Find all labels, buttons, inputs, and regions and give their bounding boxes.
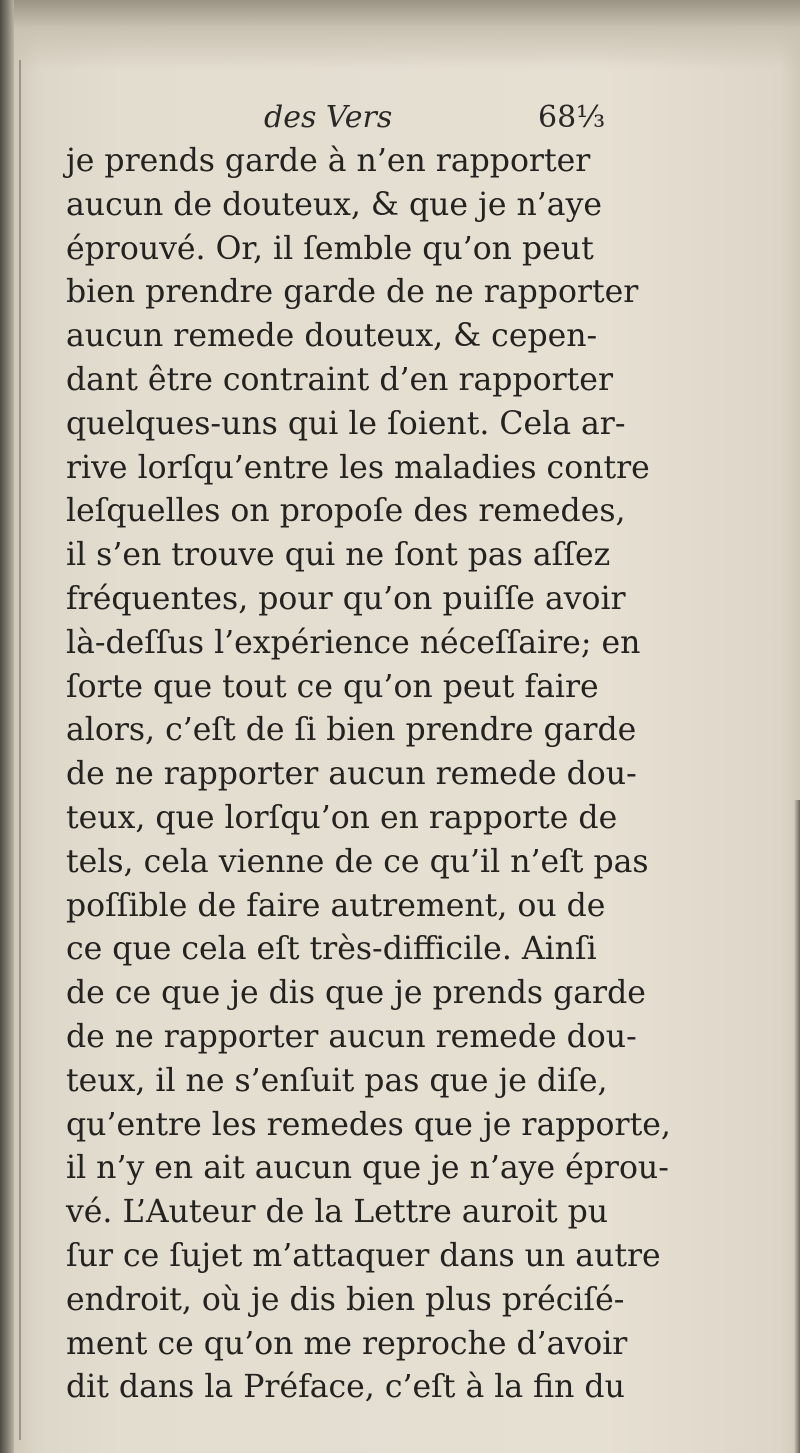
text-line: qu’entre les remedes que je rapporte, — [66, 1106, 671, 1143]
text-line: poſſible de faire autrement, ou de — [66, 887, 606, 924]
text-line: teux, que lorſqu’on en rapporte de — [66, 799, 618, 836]
page-top-shadow — [0, 0, 800, 70]
text-line: il n’y en ait aucun que je n’aye éprou- — [66, 1150, 669, 1187]
text-line: ſur ce ſujet m’attaquer dans un autre — [66, 1237, 661, 1274]
text-line: fréquentes, pour qu’on puiſſe avoir — [66, 580, 626, 617]
text-line: de ne rapporter aucun remede dou- — [66, 1018, 637, 1055]
page-binding-edge — [0, 0, 14, 1453]
text-line: dit dans la Préface, c’eſt à la fin du — [66, 1369, 625, 1406]
text-line: dant être contraint d’en rapporter — [66, 361, 614, 398]
text-line: de ce que je dis que je prends garde — [66, 975, 646, 1012]
page-number: 68⅓ — [538, 100, 606, 135]
running-header — [240, 100, 606, 140]
text-line: éprouvé. Or, il ſemble qu’on peut — [66, 230, 594, 267]
text-line: aucun de douteux, & que je n’aye — [66, 186, 603, 223]
text-line: là-deſſus l’expérience néceſſaire; en — [66, 624, 641, 661]
text-line: ment ce qu’on me reproche d’avoir — [66, 1325, 628, 1362]
text-line: ſorte que tout ce qu’on peut faire — [66, 668, 599, 705]
text-line: teux, il ne s’enſuit pas que je diſe, — [66, 1062, 608, 1099]
text-line: vé. L’Auteur de la Lettre auroit pu — [66, 1194, 609, 1231]
text-line: quelques-uns qui le ſoient. Cela ar- — [66, 405, 626, 442]
margin-rule — [19, 60, 21, 1440]
body-text — [66, 140, 786, 1410]
text-line: rive lorſqu’entre les maladies contre — [66, 449, 650, 486]
text-line: je prends garde à n’en rapporter — [66, 143, 591, 179]
text-line: il s’en trouve qui ne ſont pas aſſez — [66, 537, 611, 574]
text-line: bien prendre garde de ne rapporter — [66, 274, 639, 311]
text-line: alors, c’eſt de ſi bien prendre garde — [66, 712, 637, 749]
text-line: de ne rapporter aucun remede dou- — [66, 756, 637, 793]
text-line: aucun remede douteux, & cepen- — [66, 318, 598, 355]
text-line: ce que cela eſt très-difficile. Ainſi — [66, 931, 597, 968]
text-line: leſquelles on propoſe des remedes, — [66, 493, 626, 530]
text-line: endroit, où je dis bien plus préciſé- — [66, 1281, 625, 1318]
running-title: des Vers — [264, 100, 393, 135]
page-right-edge — [794, 800, 800, 1453]
text-line: tels, cela vienne de ce qu’il n’eſt pas — [66, 843, 649, 880]
